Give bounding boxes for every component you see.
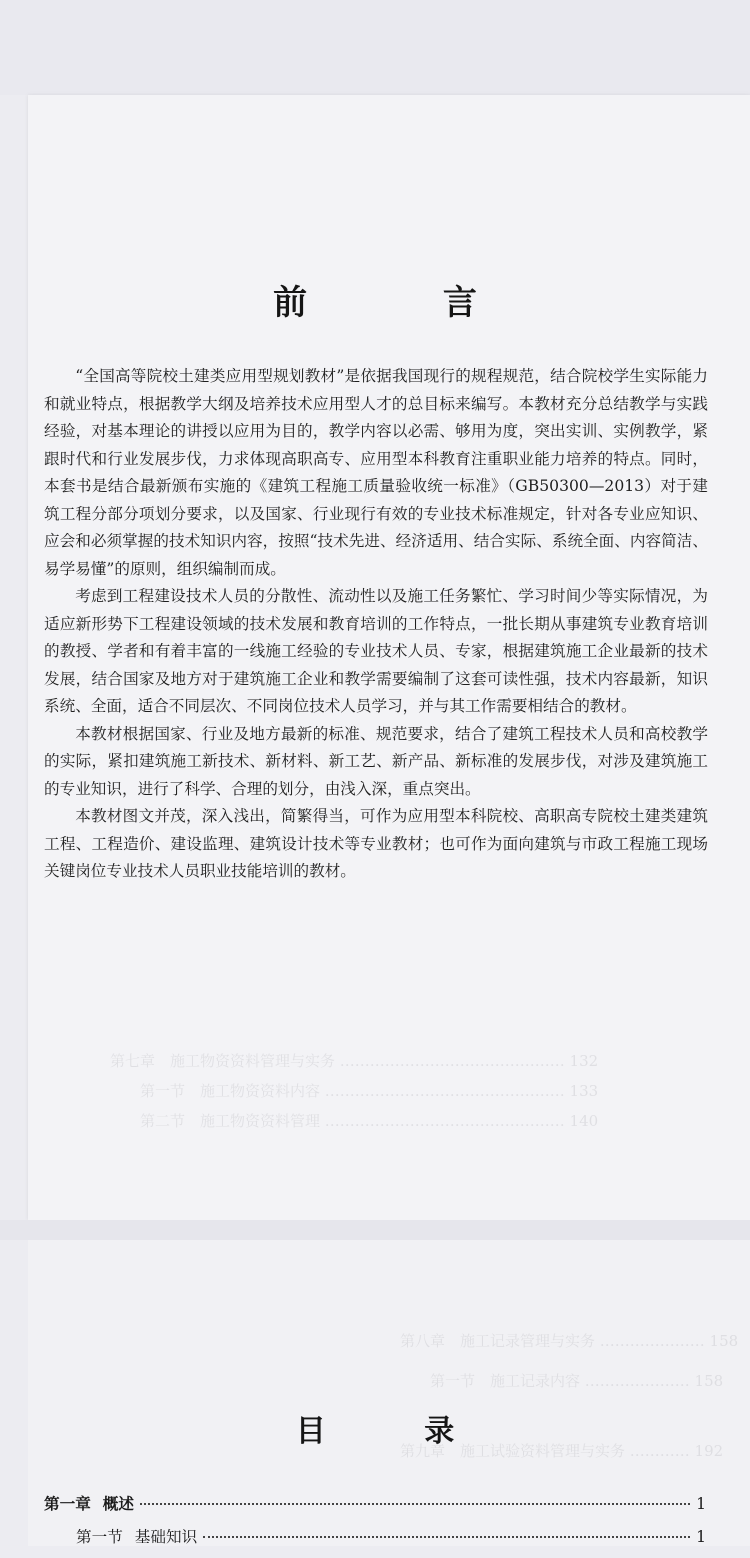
toc-entry-label: 概述 <box>102 1495 134 1513</box>
toc-entry-number: 第一节 <box>76 1528 123 1546</box>
preface-paragraph-3: 本教材根据国家、行业及地方最新的标准、规范要求，结合了建筑工程技术人员和高校教学的实际，紧扣建筑施工新技术、新材料、新工艺、新产品、新标准的发展步伐，对涉及建筑施工的专业知识，进行了科学、合理的划分，由浅入深，重点突出。 <box>44 724 708 798</box>
toc-entry-label: 基础知识 <box>134 1528 198 1546</box>
preface-paragraph-1: “全国高等院校土建类应用型规划教材”是依据我国现行的规程规范，结合院校学生实际能力和就业特点，根据教学大纲及培养技术应用型人才的总目标来编写。本教材充分总结教学与实践经验，对基本理论的讲授以应用为目的，教学内容以必需、够用为度，突出实训、实例教学，紧跟时代和行业发展步伐，力求体现高职高专、应用型本科教育注重职业能力培养的特点。同时，本套书是结合最新颁布实施的《建筑工程施工质量验收统一标准》（GB50300—2013）对于建筑工程分部分项划分要求，以及国家、行业现行有效的专业技术标准规定，针对各专业应知识、应会和必须掌握的技术知识内容，按照“技术先进、经济适用、结合实际、系统全面、内容简洁、易学易懂”的原则，组织编制而成。 <box>44 367 708 578</box>
show-through-text: 第一节 施工记录内容 ………………… 158 <box>430 1372 724 1390</box>
toc-leader-dots <box>140 1503 690 1505</box>
show-through-text: 第七章 施工物资资料管理与实务 ……………………………………… 132 <box>110 1052 599 1070</box>
table-of-contents <box>44 1492 706 1558</box>
toc-entry-section-1[interactable] <box>44 1525 706 1558</box>
preface-paragraph-2: 考虑到工程建设技术人员的分散性、流动性以及施工任务繁忙、学习时间少等实际情况，为适应新形势下工程建设领域的技术发展和教育培训的工作特点，一批长期从事建筑专业教育培训的教授、学者和有着丰富的一线施工经验的专业技术人员、专家，根据建筑施工企业最新的技术发展，结合国家及地方对于建筑施工企业和教学需要编制了这套可读性强，技术内容最新，知识系统、全面，适合不同层次、不同岗位技术人员学习，并与其工作需要相结合的教材。 <box>44 587 708 715</box>
show-through-text: 第八章 施工记录管理与实务 ………………… 158 <box>400 1332 739 1350</box>
show-through-text: 第一节 施工物资资料内容 ………………………………………… 133 <box>140 1082 599 1100</box>
preface-title: 前 言 <box>273 283 539 323</box>
show-through-text: 第二节 施工物资资料管理 ………………………………………… 140 <box>140 1112 599 1130</box>
toc-entry-page: 1 <box>696 1528 706 1546</box>
contents-title: 目 录 <box>295 1414 499 1449</box>
toc-entry-page: 1 <box>696 1495 706 1513</box>
toc-entry-chapter-1[interactable] <box>44 1492 706 1525</box>
preface-paragraph-4: 本教材图文并茂，深入浅出，简繁得当，可作为应用型本科院校、高职高专院校土建类建筑工程、工程造价、建设监理、建筑设计技术等专业教材；也可作为面向建筑与市政工程施工现场关键岗位专业技术人员职业技能培训的教材。 <box>44 807 708 880</box>
preface-body <box>44 363 708 886</box>
toc-leader-dots <box>203 1536 690 1538</box>
show-through-text: 第九章 施工试验资料管理与实务 ………… 192 <box>400 1442 724 1460</box>
toc-entry-number: 第一章 <box>44 1495 91 1513</box>
previous-page-edge <box>0 0 750 95</box>
page-gap <box>0 1220 750 1240</box>
